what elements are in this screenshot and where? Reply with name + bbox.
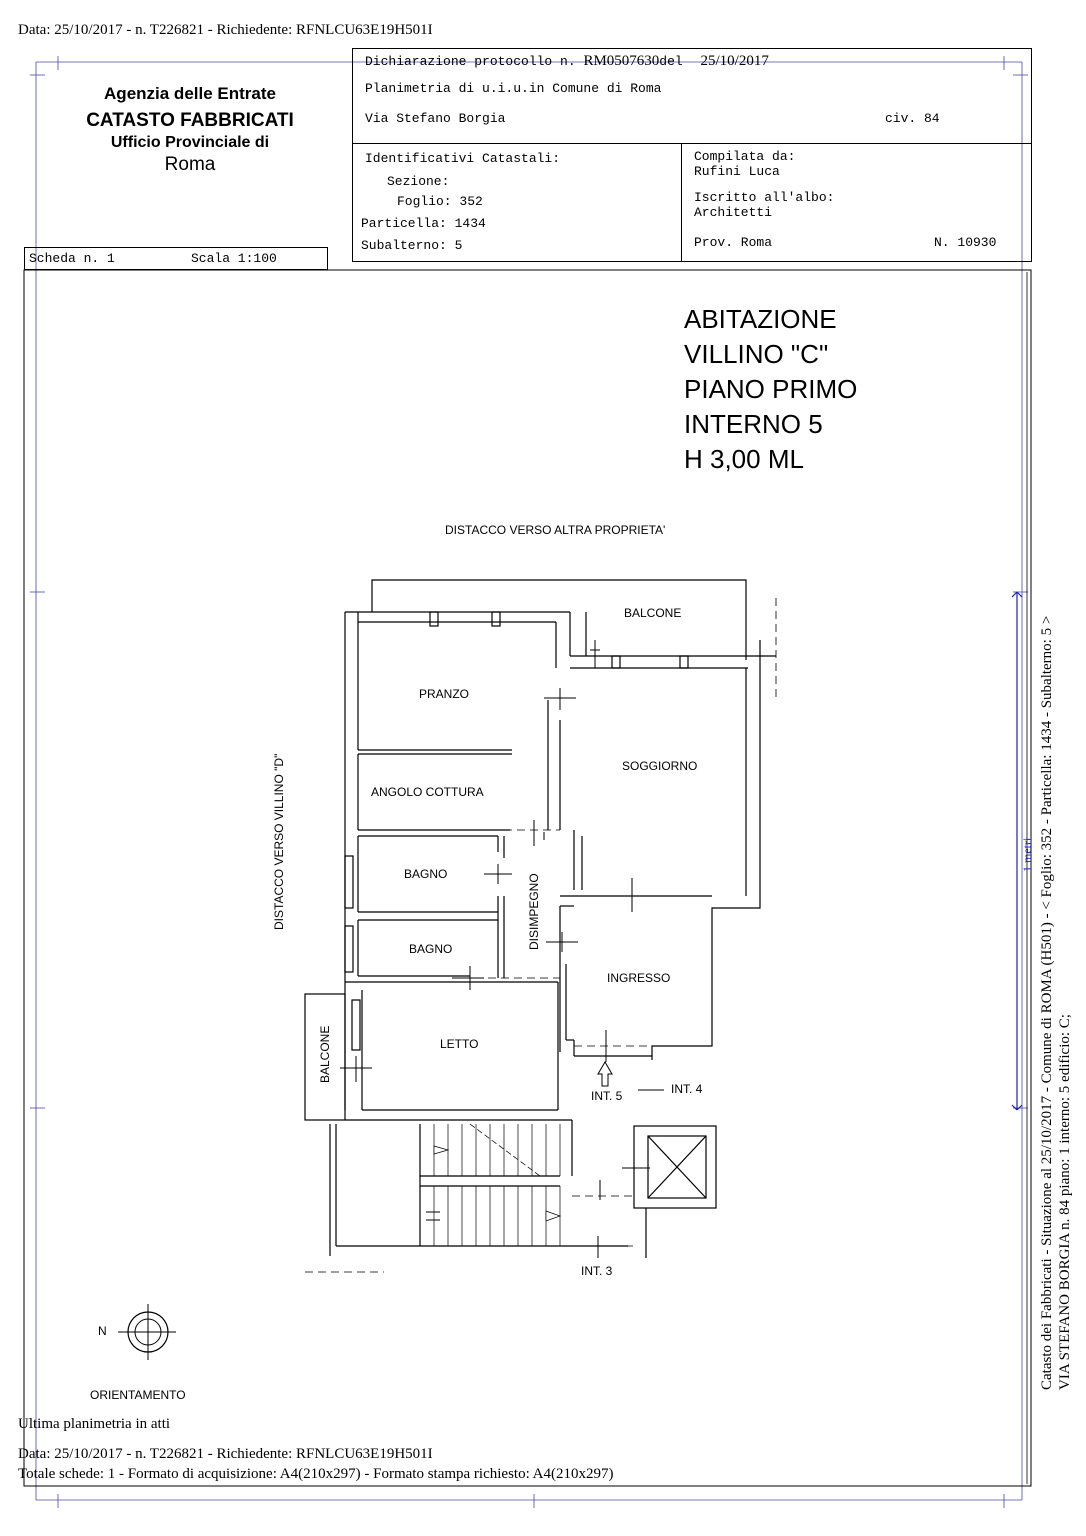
agency-city: Roma — [164, 154, 216, 175]
sezione: Sezione: — [387, 174, 450, 189]
ingresso-label: INGRESSO — [607, 971, 671, 985]
compilata-title: Compilata da: — [694, 149, 796, 164]
subalterno: Subalterno: 5 — [361, 238, 463, 253]
side-scale-label: 1 metri — [1020, 837, 1034, 872]
footer-request-info: Data: 25/10/2017 - n. T226821 - Richiedente: RFNLCU63E19H501I — [18, 1446, 433, 1462]
compilata-name: Rufini Luca — [694, 164, 780, 179]
int5-label: INT. 5 — [591, 1089, 623, 1103]
balcone-left-label: BALCONE — [318, 1025, 332, 1083]
letto-label: LETTO — [440, 1037, 479, 1051]
int3-label: INT. 3 — [581, 1264, 613, 1278]
unit-building: VILLINO "C" — [684, 339, 829, 369]
balcone-top-label: BALCONE — [624, 606, 682, 620]
protocol-date: 25/10/2017 — [700, 53, 769, 69]
footer-totale-schede: Totale schede: 1 - Formato di acquisizione: A4(210x297) - Formato stampa richiesto: A4(210x297) — [18, 1466, 614, 1482]
agency-dept: CATASTO FABBRICATI — [86, 110, 294, 131]
unit-type: ABITAZIONE — [684, 304, 837, 334]
protocol-label: Dichiarazione protocollo n. — [365, 54, 576, 69]
protocol-del: del — [659, 54, 683, 69]
particella: Particella: 1434 — [361, 216, 486, 231]
distacco-left-label: DISTACCO VERSO VILLINO "D" — [272, 753, 286, 930]
int4-label: INT. 4 — [671, 1082, 703, 1096]
unit-interior: INTERNO 5 — [684, 409, 823, 439]
compass-icon — [118, 1304, 176, 1360]
bagno-1-label: BAGNO — [404, 867, 448, 881]
pranzo-label: PRANZO — [419, 687, 470, 701]
angolo-cottura-label: ANGOLO COTTURA — [371, 785, 484, 799]
distacco-top-label: DISTACCO VERSO ALTRA PROPRIETA' — [445, 523, 666, 537]
north-label: N — [98, 1324, 107, 1338]
agency-name: Agenzia delle Entrate — [104, 84, 276, 103]
bagno-2-label: BAGNO — [409, 942, 453, 956]
side-line-1: Catasto dei Fabbricati - Situazione al 25/10/2017 - Comune di ROMA (H501) - < Foglio: 352 - Particella: 1434 - Subalterno: 5 > — [1039, 615, 1055, 1390]
identificativi-title: Identificativi Catastali: — [365, 151, 561, 166]
albo-title: Iscritto all'albo: — [694, 190, 835, 205]
soggiorno-label: SOGGIORNO — [622, 759, 698, 773]
foglio: Foglio: 352 — [397, 194, 483, 209]
header-request-info: Data: 25/10/2017 - n. T226821 - Richiedente: RFNLCU63E19H501I — [18, 22, 433, 38]
agency-office: Ufficio Provinciale di — [110, 134, 270, 151]
civic-number: civ. 84 — [885, 111, 940, 126]
protocol-number: RM0507630 — [583, 53, 660, 69]
albo-value: Architetti — [694, 205, 773, 220]
ultima-planimetria: Ultima planimetria in atti — [18, 1416, 171, 1432]
planimetria-line: Planimetria di u.i.u.in Comune di Roma — [365, 81, 662, 96]
unit-floor: PIANO PRIMO — [684, 374, 858, 404]
scheda-scale: Scala 1:100 — [191, 251, 277, 266]
side-line-2: VIA STEFANO BORGIA n. 84 piano: 1 interno: 5 edificio: C; — [1057, 1014, 1073, 1390]
prov-value: Prov. Roma — [694, 235, 773, 250]
disimpegno-label: DISIMPEGNO — [527, 873, 541, 950]
scheda-number: Scheda n. 1 — [29, 251, 115, 266]
unit-height: H 3,00 ML — [684, 444, 804, 474]
albo-number: N. 10930 — [934, 235, 997, 250]
side-cadastral-info — [1038, 450, 1074, 1390]
orientamento-label: ORIENTAMENTO — [90, 1388, 186, 1402]
street-address: Via Stefano Borgia — [365, 111, 506, 126]
